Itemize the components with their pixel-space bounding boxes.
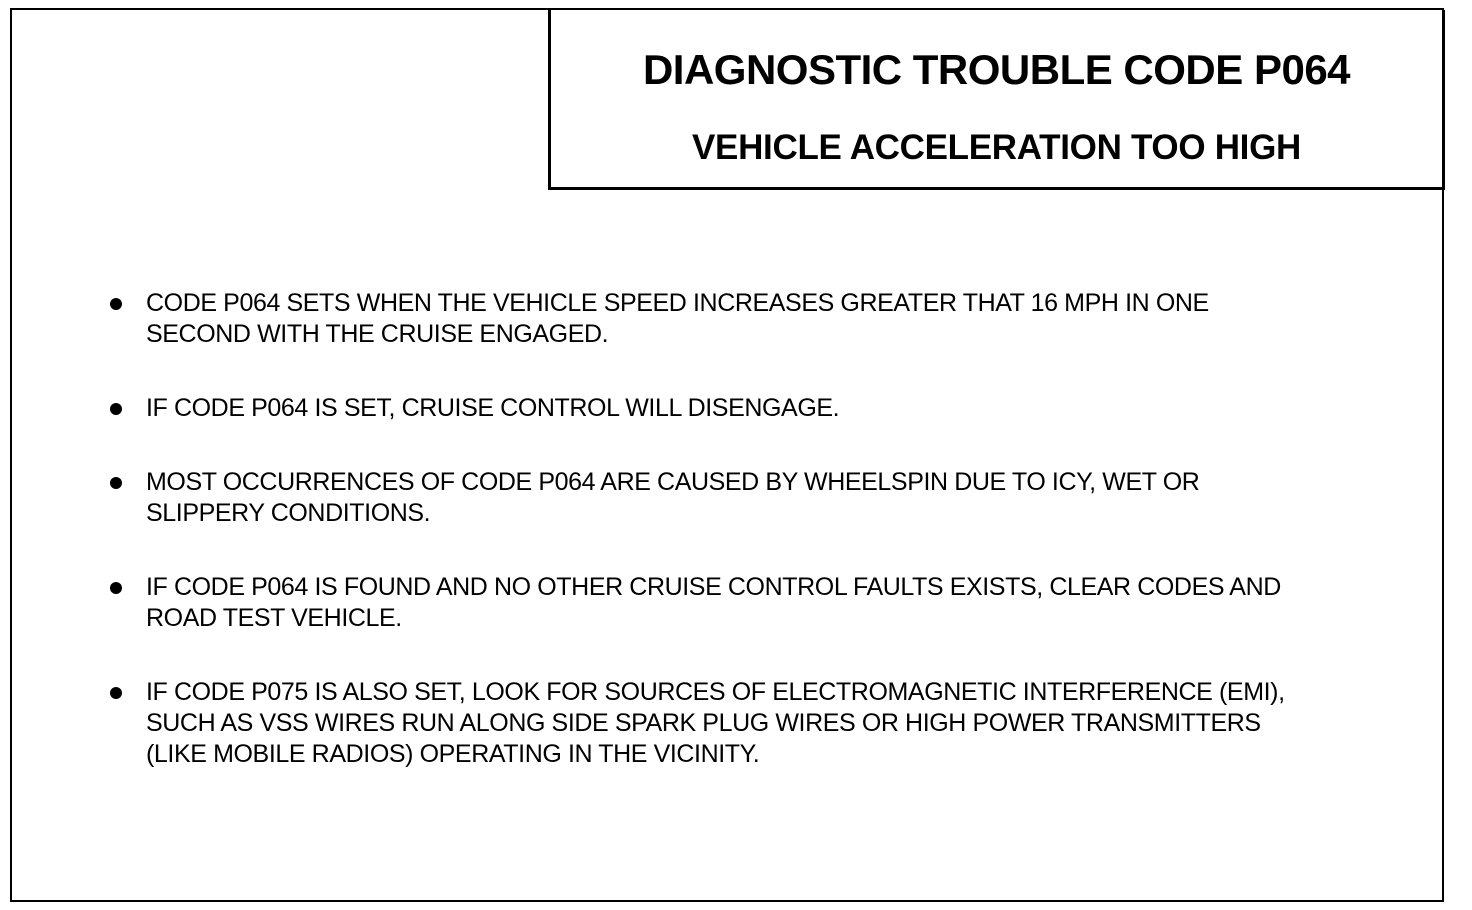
bullet-icon xyxy=(110,298,122,310)
bullet-icon xyxy=(110,687,122,699)
list-item xyxy=(106,393,1286,424)
bullet-text: IF CODE P075 IS ALSO SET, LOOK FOR SOURCES OF ELECTROMAGNETIC INTERFERENCE (EMI), SUCH AS VSS WIRES RUN ALONG SIDE SPARK PLUG WIRES OR HIGH POWER TRANSMITTERS (LIKE MOBILE RADIOS) OPERATING IN THE VICINITY. xyxy=(146,678,1285,768)
list-item xyxy=(106,467,1286,529)
bullet-icon xyxy=(110,582,122,594)
list-item xyxy=(106,572,1286,634)
bullet-text: IF CODE P064 IS SET, CRUISE CONTROL WILL DISENGAGE. xyxy=(146,394,840,422)
list-item xyxy=(106,677,1286,770)
bullet-icon xyxy=(110,403,122,415)
title-box xyxy=(548,10,1445,190)
page-title: DIAGNOSTIC TROUBLE CODE P064 xyxy=(642,46,1351,93)
page-subtitle: VEHICLE ACCELERATION TOO HIGH xyxy=(691,128,1301,167)
bullet-text: MOST OCCURRENCES OF CODE P064 ARE CAUSED BY WHEELSPIN DUE TO ICY, WET OR SLIPPERY CONDITIONS. xyxy=(146,468,1200,527)
list-item xyxy=(106,288,1286,350)
bullet-text: CODE P064 SETS WHEN THE VEHICLE SPEED INCREASES GREATER THAT 16 MPH IN ONE SECOND WITH THE CRUISE ENGAGED. xyxy=(146,289,1209,348)
bullet-icon xyxy=(110,477,122,489)
bullet-text: IF CODE P064 IS FOUND AND NO OTHER CRUISE CONTROL FAULTS EXISTS, CLEAR CODES AND ROAD TEST VEHICLE. xyxy=(146,573,1281,632)
bullet-list xyxy=(106,288,1286,813)
